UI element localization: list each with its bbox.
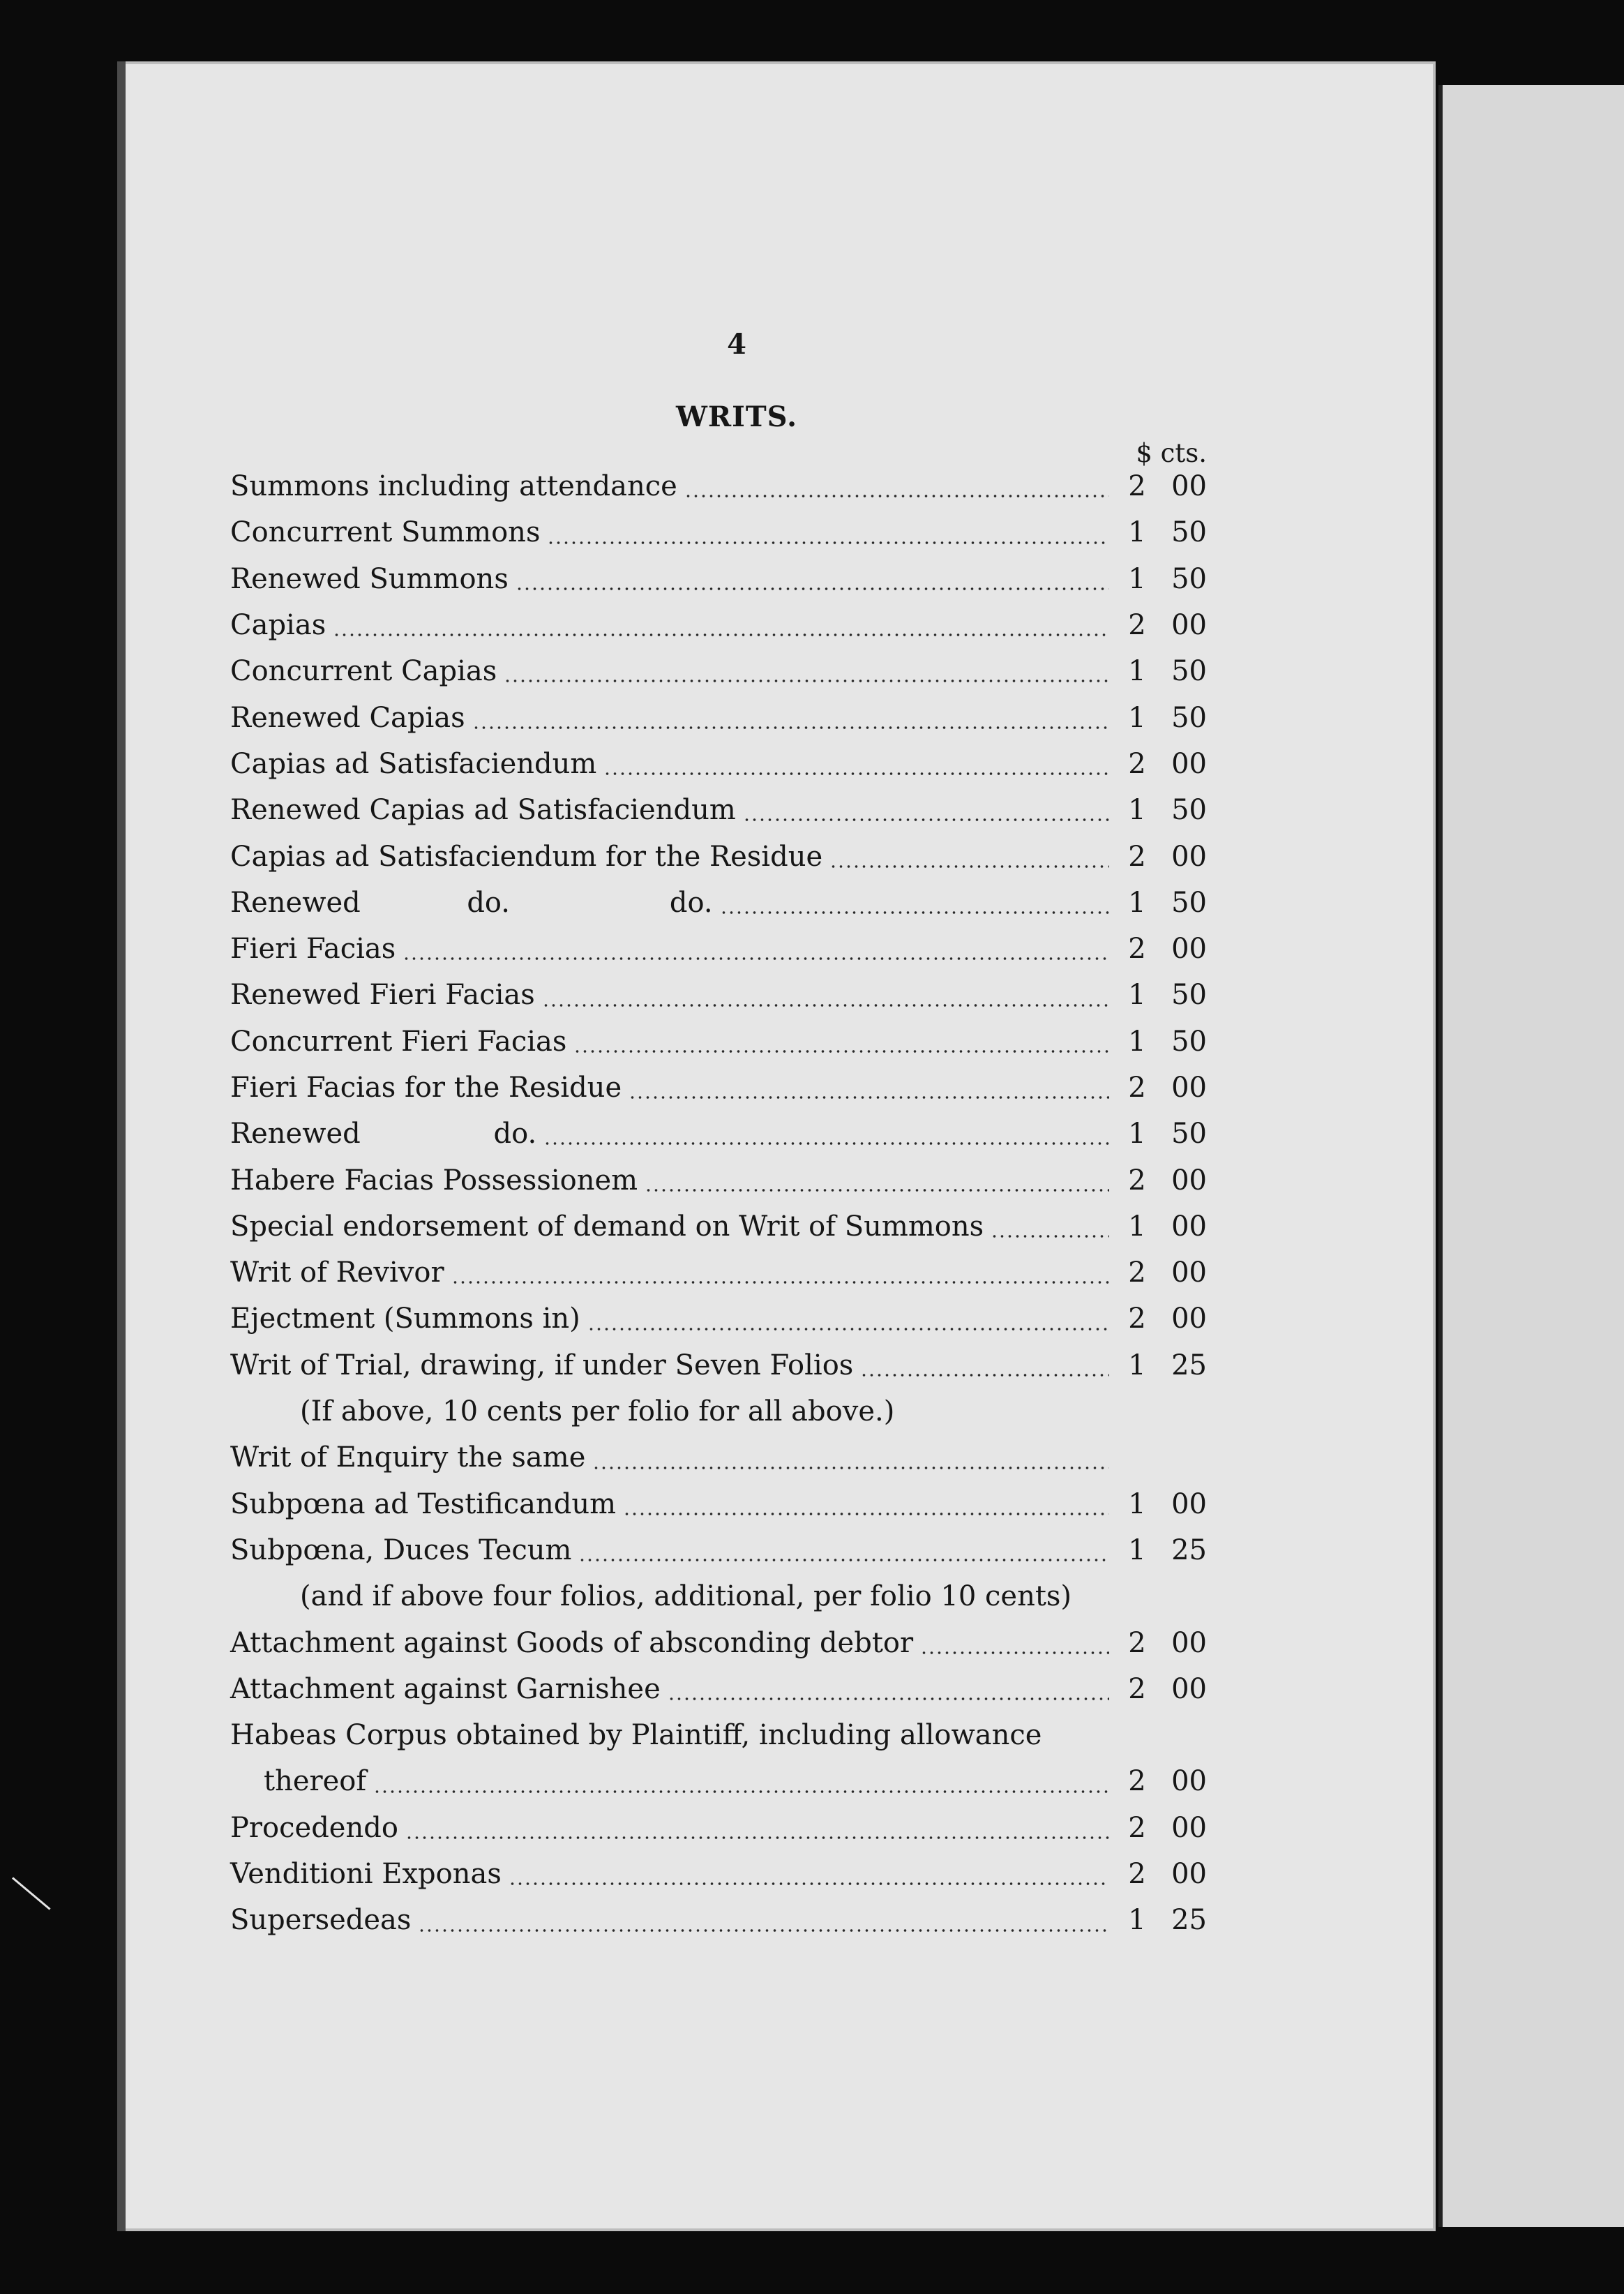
fee-label: (and if above four folios, additional, per folio 10 cents): [300, 1580, 1072, 1613]
fee-cents: 00: [1171, 1811, 1207, 1844]
fee-label: thereof: [230, 1765, 373, 1797]
page-binding-edge: [117, 61, 126, 2231]
fee-label: Writ of Revivor: [230, 1257, 451, 1289]
fee-label: Concurrent Summons: [230, 516, 547, 548]
dot-leader: [592, 1466, 1109, 1470]
fee-row: [230, 972, 1207, 1018]
fee-label: Summons including attendance: [230, 470, 684, 502]
fee-row: [230, 926, 1207, 972]
fee-row: [230, 648, 1207, 694]
fee-label: Habere Facias Possessionem: [230, 1164, 645, 1197]
dot-leader: [547, 541, 1109, 545]
fee-dollars: 2: [1128, 609, 1146, 642]
fee-label: Capias ad Satisfaciendum for the Residue: [230, 841, 829, 873]
dot-leader: [829, 864, 1109, 869]
fee-row: [230, 509, 1207, 555]
fee-cents: 00: [1171, 747, 1207, 780]
dot-leader: [504, 679, 1109, 683]
fee-cents: 50: [1171, 701, 1207, 734]
fee-row: [230, 1666, 1207, 1712]
fee-row: [230, 1296, 1207, 1342]
fee-cents: 00: [1171, 1303, 1207, 1335]
fee-dollars: 2: [1128, 1765, 1146, 1798]
dot-leader: [509, 1882, 1109, 1886]
dot-leader: [373, 1790, 1109, 1794]
fee-schedule-list: [230, 463, 1207, 1944]
dot-leader: [920, 1651, 1109, 1655]
dot-leader: [333, 633, 1109, 637]
section-heading: WRITS.: [675, 400, 798, 433]
fee-row: [230, 1481, 1207, 1527]
fee-cents: 00: [1171, 1257, 1207, 1289]
fee-label: Renewed Capias: [230, 702, 472, 734]
fee-label: Capias: [230, 609, 333, 641]
fee-note: [230, 1573, 1207, 1619]
fee-cents: 00: [1171, 1164, 1207, 1197]
fee-label: Fieri Facias for the Residue: [230, 1072, 629, 1104]
fee-row: [230, 1250, 1207, 1296]
fee-dollars: 1: [1128, 562, 1146, 595]
fee-row: [230, 1434, 1207, 1480]
fee-label: Venditioni Exponas: [230, 1858, 509, 1890]
fee-dollars: 2: [1128, 1072, 1146, 1104]
fee-label: Fieri Facias: [230, 933, 403, 965]
fee-row: [230, 1851, 1207, 1897]
dollars-header: $: [1136, 438, 1152, 468]
fee-dollars: 2: [1128, 933, 1146, 966]
fee-cents: 00: [1171, 1487, 1207, 1520]
fee-dollars: 1: [1128, 1210, 1146, 1243]
fee-label: Concurrent Capias: [230, 655, 504, 687]
fee-row: [230, 463, 1207, 509]
fee-dollars: 1: [1128, 1487, 1146, 1520]
fee-row: [230, 1065, 1207, 1111]
fee-cents: 50: [1171, 1118, 1207, 1150]
dot-leader: [472, 726, 1109, 730]
fee-row: [230, 1342, 1207, 1388]
fee-label: Writ of Trial, drawing, if under Seven Folios: [230, 1349, 860, 1381]
dot-leader: [720, 910, 1109, 915]
fee-cents: 50: [1171, 886, 1207, 919]
fee-label: Capias ad Satisfaciendum: [230, 748, 603, 780]
fee-dollars: 1: [1128, 655, 1146, 688]
dot-leader: [403, 957, 1109, 961]
fee-dollars: 1: [1128, 979, 1146, 1012]
fee-row: [230, 1805, 1207, 1851]
fee-dollars: 2: [1128, 1164, 1146, 1197]
fee-cents: 50: [1171, 1025, 1207, 1058]
fee-row: [230, 1157, 1207, 1203]
dot-leader: [451, 1280, 1109, 1284]
fee-cents: 00: [1171, 1765, 1207, 1798]
fee-row: [230, 833, 1207, 879]
dot-leader: [603, 772, 1109, 776]
fee-label: Attachment against Goods of absconding debtor: [230, 1627, 920, 1659]
fee-cents: 50: [1171, 794, 1207, 827]
dot-leader: [587, 1327, 1109, 1331]
fee-dollars: 2: [1128, 840, 1146, 873]
fee-dollars: 2: [1128, 1303, 1146, 1335]
fee-label: Subpœna ad Testificandum: [230, 1488, 623, 1520]
fee-label: Procedendo: [230, 1812, 405, 1844]
fee-dollars: 2: [1128, 470, 1146, 503]
fee-row: [230, 1527, 1207, 1573]
fee-row: [230, 1111, 1207, 1157]
fee-dollars: 1: [1128, 516, 1146, 549]
adjacent-page-edge: [1438, 85, 1624, 2227]
fee-cents: 50: [1171, 979, 1207, 1012]
fee-dollars: 2: [1128, 1257, 1146, 1289]
fee-label: Renewed do. do.: [230, 887, 720, 919]
fee-dollars: 1: [1128, 701, 1146, 734]
dot-leader: [645, 1188, 1109, 1192]
fee-note: [230, 1388, 1207, 1434]
fee-label: Special endorsement of demand on Writ of Summons: [230, 1210, 991, 1243]
fee-cents: 00: [1171, 1210, 1207, 1243]
fee-cents: 00: [1171, 470, 1207, 503]
fee-cents: 00: [1171, 1672, 1207, 1705]
fee-row: [230, 602, 1207, 648]
fee-cents: 50: [1171, 562, 1207, 595]
fee-label: Ejectment (Summons in): [230, 1303, 587, 1335]
dot-leader: [578, 1558, 1109, 1562]
fee-cents: 25: [1171, 1904, 1207, 1937]
fee-row: [230, 694, 1207, 740]
dot-leader: [860, 1373, 1109, 1377]
fee-cents: 25: [1171, 1349, 1207, 1381]
dot-leader: [629, 1095, 1109, 1100]
fee-label: Renewed do.: [230, 1118, 543, 1150]
fee-dollars: 1: [1128, 1025, 1146, 1058]
fee-cents: 00: [1171, 840, 1207, 873]
fee-row: [230, 880, 1207, 926]
fee-dollars: 2: [1128, 1672, 1146, 1705]
dot-leader: [573, 1049, 1109, 1054]
fee-label: Writ of Enquiry the same: [230, 1441, 592, 1474]
fee-row: [230, 1897, 1207, 1943]
fee-label: Habeas Corpus obtained by Plaintiff, including allowance: [230, 1719, 1048, 1751]
fee-row: [230, 1019, 1207, 1065]
fee-dollars: 1: [1128, 1349, 1146, 1381]
dot-leader: [684, 494, 1109, 498]
fee-dollars: 2: [1128, 747, 1146, 780]
fee-row: [230, 1204, 1207, 1250]
fee-row: [230, 556, 1207, 602]
fee-dollars: 1: [1128, 1534, 1146, 1566]
fee-cents: 00: [1171, 609, 1207, 642]
dot-leader: [542, 1003, 1109, 1007]
dot-leader: [516, 587, 1109, 591]
fee-dollars: 2: [1128, 1811, 1146, 1844]
dot-leader: [543, 1141, 1109, 1146]
fee-dollars: 1: [1128, 794, 1146, 827]
fee-label: Supersedeas: [230, 1904, 418, 1936]
fee-label: Renewed Capias ad Satisfaciendum: [230, 794, 743, 826]
fee-label: Renewed Fieri Facias: [230, 979, 542, 1011]
fee-cents: 00: [1171, 1626, 1207, 1659]
fee-label: Attachment against Garnishee: [230, 1673, 668, 1705]
fee-label: Renewed Summons: [230, 563, 516, 595]
dot-leader: [418, 1928, 1109, 1933]
fee-row: [230, 1758, 1207, 1804]
fee-row: [230, 741, 1207, 787]
fee-cents: 50: [1171, 516, 1207, 549]
scan-artifact-mark: [12, 1877, 51, 1910]
fee-cents: 00: [1171, 1858, 1207, 1891]
cents-header: cts.: [1160, 438, 1207, 468]
fee-cents: 50: [1171, 655, 1207, 688]
dot-leader: [623, 1512, 1109, 1516]
dot-leader: [743, 818, 1109, 822]
fee-row: [230, 1619, 1207, 1665]
fee-label: (If above, 10 cents per folio for all above.): [300, 1395, 895, 1428]
fee-row: [230, 1712, 1207, 1758]
page-number: 4: [727, 328, 746, 361]
fee-label: Subpœna, Duces Tecum: [230, 1534, 578, 1566]
fee-dollars: 1: [1128, 1118, 1146, 1150]
dot-leader: [668, 1697, 1109, 1701]
dot-leader: [991, 1234, 1109, 1238]
fee-dollars: 2: [1128, 1626, 1146, 1659]
fee-label: Concurrent Fieri Facias: [230, 1026, 573, 1058]
fee-cents: 25: [1171, 1534, 1207, 1566]
fee-dollars: 1: [1128, 886, 1146, 919]
fee-dollars: 1: [1128, 1904, 1146, 1937]
fee-cents: 00: [1171, 1072, 1207, 1104]
fee-dollars: 2: [1128, 1858, 1146, 1891]
dot-leader: [405, 1836, 1109, 1840]
fee-row: [230, 787, 1207, 833]
fee-cents: 00: [1171, 933, 1207, 966]
